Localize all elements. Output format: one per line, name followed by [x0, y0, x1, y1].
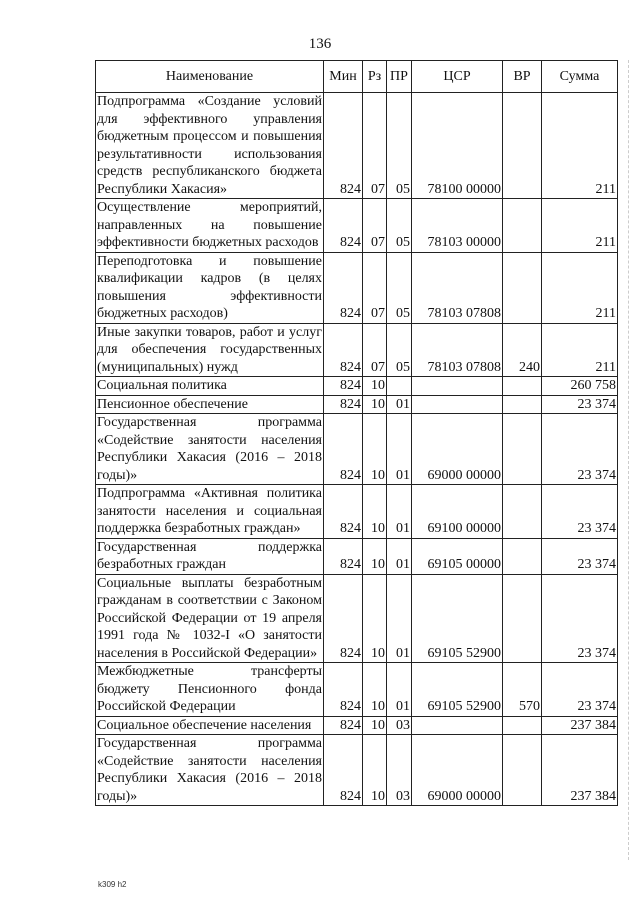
- header-pr: ПР: [387, 61, 412, 93]
- cell-min: 824: [324, 323, 363, 377]
- cell-csr: 69105 52900: [412, 663, 503, 717]
- header-csr: ЦСР: [412, 61, 503, 93]
- table-row: [96, 716, 618, 735]
- cell-pr: 03: [387, 735, 412, 806]
- cell-name: Государственная программа «Содействие занятости населения Республики Хакасия (2016 – 2018 годы)»: [97, 415, 322, 483]
- cell-vr: [503, 199, 542, 253]
- table-row: [96, 663, 618, 717]
- cell-name: Государственная поддержка безработных граждан: [97, 539, 322, 572]
- cell-vr: [503, 574, 542, 663]
- cell-rz: 10: [363, 574, 387, 663]
- cell-rz: 07: [363, 93, 387, 199]
- cell-name: Подпрограмма «Активная политика занятости населения и социальная поддержка безработных граждан»: [97, 486, 322, 536]
- cell-min: 824: [324, 485, 363, 539]
- cell-min: 824: [324, 735, 363, 806]
- cell-csr: 78103 07808: [412, 323, 503, 377]
- cell-vr: [503, 414, 542, 485]
- table-row: [96, 199, 618, 253]
- cell-min: 824: [324, 377, 363, 396]
- table-row: [96, 574, 618, 663]
- cell-min: 824: [324, 252, 363, 323]
- cell-sum: 260 758: [542, 377, 618, 396]
- header-name: Наименование: [96, 61, 324, 93]
- cell-vr: [503, 93, 542, 199]
- cell-min: 824: [324, 663, 363, 717]
- cell-sum: 23 374: [542, 414, 618, 485]
- cell-vr: [503, 485, 542, 539]
- cell-name: Государственная программа «Содействие занятости населения Республики Хакасия (2016 – 2018 годы)»: [97, 736, 322, 804]
- cell-csr: 69000 00000: [412, 414, 503, 485]
- cell-rz: 10: [363, 485, 387, 539]
- cell-pr: 05: [387, 93, 412, 199]
- cell-pr: 03: [387, 716, 412, 735]
- cell-name: Социальные выплаты безработным гражданам в соответствии с Законом Российской Федерации от 19 апреля 1991 года № 1032-I «О занятости населения в Российской Федерации»: [97, 575, 322, 661]
- cell-sum: 23 374: [542, 395, 618, 414]
- cell-csr: 69000 00000: [412, 735, 503, 806]
- header-sum: Сумма: [542, 61, 618, 93]
- header-min: Мин: [324, 61, 363, 93]
- page-number: 136: [308, 36, 332, 52]
- header-rz: Рз: [363, 61, 387, 93]
- cell-rz: 10: [363, 663, 387, 717]
- cell-name: Подпрограмма «Создание условий для эффективного управления бюджетным процессом и повышения результативности использования средств республиканского бюджета Республики Хакасия»: [97, 94, 322, 197]
- header-vr: ВР: [503, 61, 542, 93]
- cell-vr: [503, 735, 542, 806]
- cell-name: Социальная политика: [96, 377, 324, 396]
- cell-sum: 211: [542, 93, 618, 199]
- table-row: [96, 323, 618, 377]
- cell-csr: [412, 716, 503, 735]
- cell-name: Социальное обеспечение населения: [96, 716, 324, 735]
- cell-vr: [503, 252, 542, 323]
- cell-rz: 10: [363, 414, 387, 485]
- cell-rz: 10: [363, 538, 387, 574]
- cell-csr: 69105 00000: [412, 538, 503, 574]
- cell-csr: 69100 00000: [412, 485, 503, 539]
- cell-vr: 240: [503, 323, 542, 377]
- cell-sum: 23 374: [542, 538, 618, 574]
- cell-sum: 237 384: [542, 716, 618, 735]
- cell-pr: 01: [387, 395, 412, 414]
- cell-rz: 07: [363, 252, 387, 323]
- cell-min: 824: [324, 538, 363, 574]
- cell-rz: 10: [363, 395, 387, 414]
- table-row: [96, 252, 618, 323]
- cell-pr: 01: [387, 574, 412, 663]
- cell-csr: 69105 52900: [412, 574, 503, 663]
- cell-pr: 01: [387, 414, 412, 485]
- cell-vr: [503, 716, 542, 735]
- cell-rz: 07: [363, 323, 387, 377]
- cell-csr: 78100 00000: [412, 93, 503, 199]
- table-row: [96, 735, 618, 806]
- cell-pr: [387, 377, 412, 396]
- cell-sum: 211: [542, 323, 618, 377]
- cell-sum: 211: [542, 252, 618, 323]
- cell-pr: 05: [387, 252, 412, 323]
- cell-sum: 237 384: [542, 735, 618, 806]
- cell-vr: [503, 377, 542, 396]
- cell-min: 824: [324, 93, 363, 199]
- cell-rz: 10: [363, 716, 387, 735]
- cell-csr: [412, 377, 503, 396]
- cell-vr: [503, 395, 542, 414]
- cell-sum: 23 374: [542, 574, 618, 663]
- cell-pr: 01: [387, 538, 412, 574]
- cell-min: 824: [324, 716, 363, 735]
- cell-name: Иные закупки товаров, работ и услуг для обеспечения государственных (муниципальных) нужд: [97, 324, 322, 375]
- cell-min: 824: [324, 574, 363, 663]
- table-row: [96, 395, 618, 414]
- cell-min: 824: [324, 199, 363, 253]
- cell-rz: 07: [363, 199, 387, 253]
- cell-name: Межбюджетные трансферты бюджету Пенсионного фонда Российской Федерации: [97, 664, 322, 714]
- table-row: [96, 538, 618, 574]
- cell-pr: 01: [387, 485, 412, 539]
- cell-sum: 23 374: [542, 663, 618, 717]
- cell-name: Пенсионное обеспечение: [96, 395, 324, 414]
- budget-table: [95, 60, 618, 806]
- cell-name: Переподготовка и повышение квалификации кадров (в целях повышения эффективности бюджетных расходов): [97, 253, 322, 321]
- cell-rz: 10: [363, 735, 387, 806]
- cell-pr: 05: [387, 323, 412, 377]
- cell-min: 824: [324, 395, 363, 414]
- cell-sum: 23 374: [542, 485, 618, 539]
- cell-vr: [503, 538, 542, 574]
- footer-code: k309 h2: [98, 880, 127, 889]
- cell-rz: 10: [363, 377, 387, 396]
- cell-pr: 05: [387, 199, 412, 253]
- table-row: [96, 485, 618, 539]
- cell-csr: 78103 07808: [412, 252, 503, 323]
- table-header-row: [96, 61, 618, 93]
- cell-csr: [412, 395, 503, 414]
- cell-csr: 78103 00000: [412, 199, 503, 253]
- cell-name: Осуществление мероприятий, направленных на повышение эффективности бюджетных расходов: [97, 200, 322, 250]
- cell-pr: 01: [387, 663, 412, 717]
- cell-min: 824: [324, 414, 363, 485]
- cell-vr: 570: [503, 663, 542, 717]
- table-row: [96, 93, 618, 199]
- table-row: [96, 414, 618, 485]
- cell-sum: 211: [542, 199, 618, 253]
- table-row: [96, 377, 618, 396]
- scan-edge-line: [628, 60, 630, 860]
